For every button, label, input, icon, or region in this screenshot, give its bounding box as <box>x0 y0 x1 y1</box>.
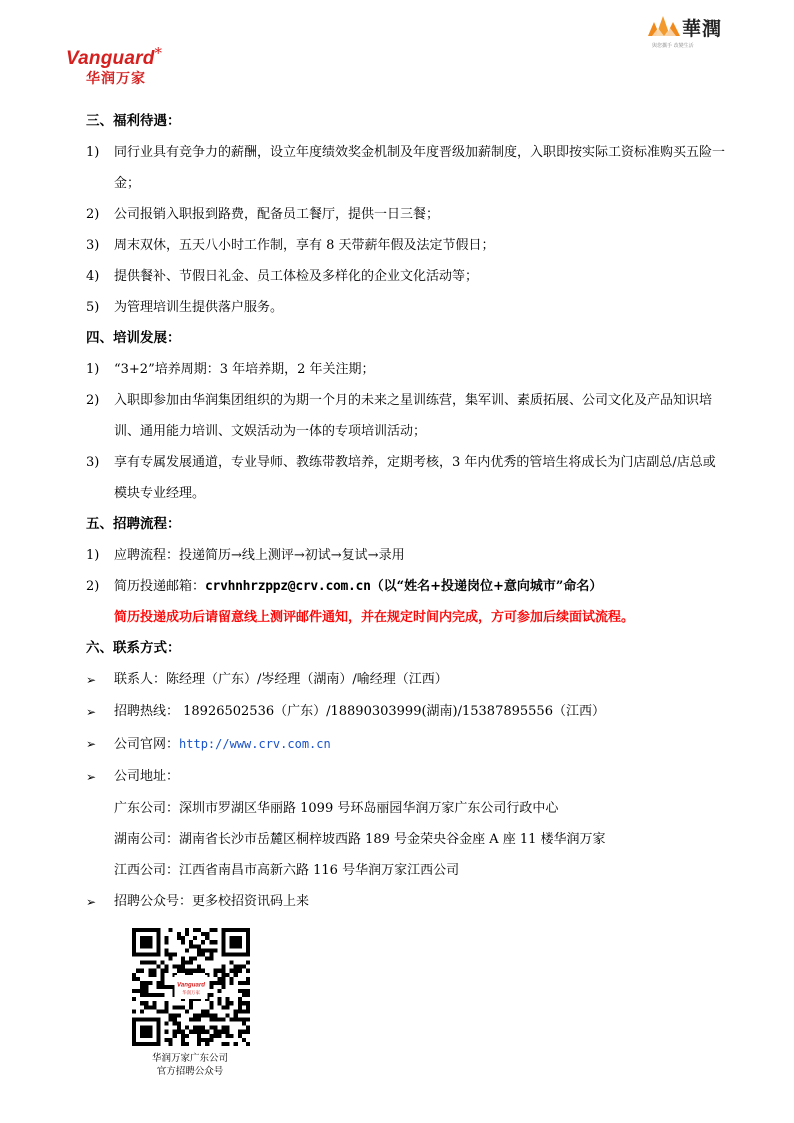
list-text: 同行业具有竞争力的薪酬，设立年度绩效奖金机制及年度晋级加薪制度，入职即按实际工资标准购买五险一金； <box>114 145 726 191</box>
list-num: 1) <box>86 362 100 377</box>
logo-cn-text: 华润万家 <box>86 71 146 87</box>
arrow-bullet-icon: ➢ <box>86 895 97 909</box>
list-item <box>86 696 726 728</box>
list-text: 为管理培训生提供落户服务。 <box>114 300 284 315</box>
document-body <box>86 106 726 918</box>
list-item <box>86 385 726 447</box>
list-item <box>86 728 726 761</box>
qr-caption <box>130 1052 250 1078</box>
section-heading-contact: 六、联系方式： <box>86 640 181 656</box>
list-text: 周末双休，五天八小时工作制，享有 8 天带薪年假及法定节假日； <box>114 238 495 253</box>
wechat-account: 招聘公众号：更多校招资讯码上来 <box>114 894 310 909</box>
list-item <box>86 540 726 571</box>
resume-email-label: 简历投递邮箱： <box>114 579 206 594</box>
list-num: 4) <box>86 269 100 284</box>
list-item <box>86 761 726 793</box>
logo-brand-text: Vanguard <box>66 48 155 69</box>
list-text: 入职即参加由华润集团组织的为期一个月的未来之星训练营，集军训、素质拓展、公司文化及产品知识培训、通用能力培训、文娱活动为一体的专项培训活动； <box>114 393 713 439</box>
arrow-bullet-icon: ➢ <box>86 673 97 687</box>
crc-logo <box>648 10 738 50</box>
contact-person: 联系人：陈经理（广东）/岑经理（湖南）/喻经理（江西） <box>114 672 448 687</box>
list-num: 2) <box>86 393 100 408</box>
list-item <box>86 292 726 323</box>
list-item <box>86 230 726 261</box>
recruit-process-text: 应聘流程：投递简历→线上测评→初试→复试→录用 <box>114 548 405 563</box>
list-num: 1) <box>86 145 100 160</box>
website-label: 公司官网： <box>114 737 180 752</box>
arrow-bullet-icon: ➢ <box>86 770 97 784</box>
qr-center-brand: Vanguard <box>177 981 205 989</box>
list-num: 3) <box>86 238 100 253</box>
list-text: 享有专属发展通道，专业导师、教练带教培养，定期考核，3 年内优秀的管培生将成长为门店副总/店总或模块专业经理。 <box>114 455 716 501</box>
list-num: 1) <box>86 548 100 563</box>
contact-hotline: 招聘热线： 18926502536（广东）/18890303999(湖南)/15387895556（江西） <box>114 704 605 719</box>
address-jiangxi: 江西公司：江西省南昌市高新六路 116 号华润万家江西公司 <box>114 863 460 878</box>
logo-star: * <box>154 44 163 62</box>
qr-caption-line2: 官方招聘公众号 <box>156 1066 224 1077</box>
resume-email-note: （以“姓名+投递岗位+意向城市”命名） <box>370 579 603 594</box>
list-num: 2) <box>86 579 100 594</box>
list-num: 5) <box>86 300 100 315</box>
crc-slogan: 與您攜手 改變生活 <box>652 43 694 49</box>
arrow-bullet-icon: ➢ <box>86 705 97 719</box>
address-guangdong: 广东公司：深圳市罗湖区华丽路 1099 号环岛丽园华润万家广东公司行政中心 <box>114 801 559 816</box>
list-item <box>86 664 726 696</box>
address-label: 公司地址： <box>114 769 180 784</box>
assessment-notice: 简历投递成功后请留意线上测评邮件通知，并在规定时间内完成，方可参加后续面试流程。 <box>114 610 635 625</box>
list-num: 2) <box>86 207 100 222</box>
qr-code-icon <box>132 928 250 1046</box>
list-item <box>86 886 726 918</box>
list-text: “3+2”培养周期：3 年培养期，2 年关注期； <box>114 362 375 377</box>
list-item <box>86 571 726 602</box>
list-item <box>86 199 726 230</box>
list-num: 3) <box>86 455 100 470</box>
resume-email-address[interactable]: crvhnhrzppz@crv.com.cn <box>205 579 371 594</box>
section-heading-recruit: 五、招聘流程： <box>86 516 181 532</box>
list-item <box>86 354 726 385</box>
list-item <box>86 137 726 199</box>
section-heading-welfare: 三、福利待遇： <box>86 113 181 129</box>
website-link[interactable]: http://www.crv.com.cn <box>179 737 331 751</box>
qr-center-sub: 华润万家 <box>182 990 200 996</box>
arrow-bullet-icon: ➢ <box>86 737 97 751</box>
list-text: 提供餐补、节假日礼金、员工体检及多样化的企业文化活动等； <box>114 269 479 284</box>
vanguard-logo <box>66 44 196 94</box>
list-item <box>86 447 726 509</box>
address-hunan: 湖南公司：湖南省长沙市岳麓区桐梓坡西路 189 号金荣央谷金座 A 座 11 楼华润万家 <box>114 832 606 847</box>
list-text: 公司报销入职报到路费，配备员工餐厅，提供一日三餐； <box>114 207 440 222</box>
list-item <box>86 261 726 292</box>
section-heading-training: 四、培训发展： <box>86 330 181 346</box>
crc-logo-cn: 華潤 <box>682 18 723 40</box>
qr-caption-line1: 华润万家广东公司 <box>151 1053 228 1064</box>
resume-email-line <box>114 571 726 602</box>
crc-mountain-icon <box>648 12 682 38</box>
